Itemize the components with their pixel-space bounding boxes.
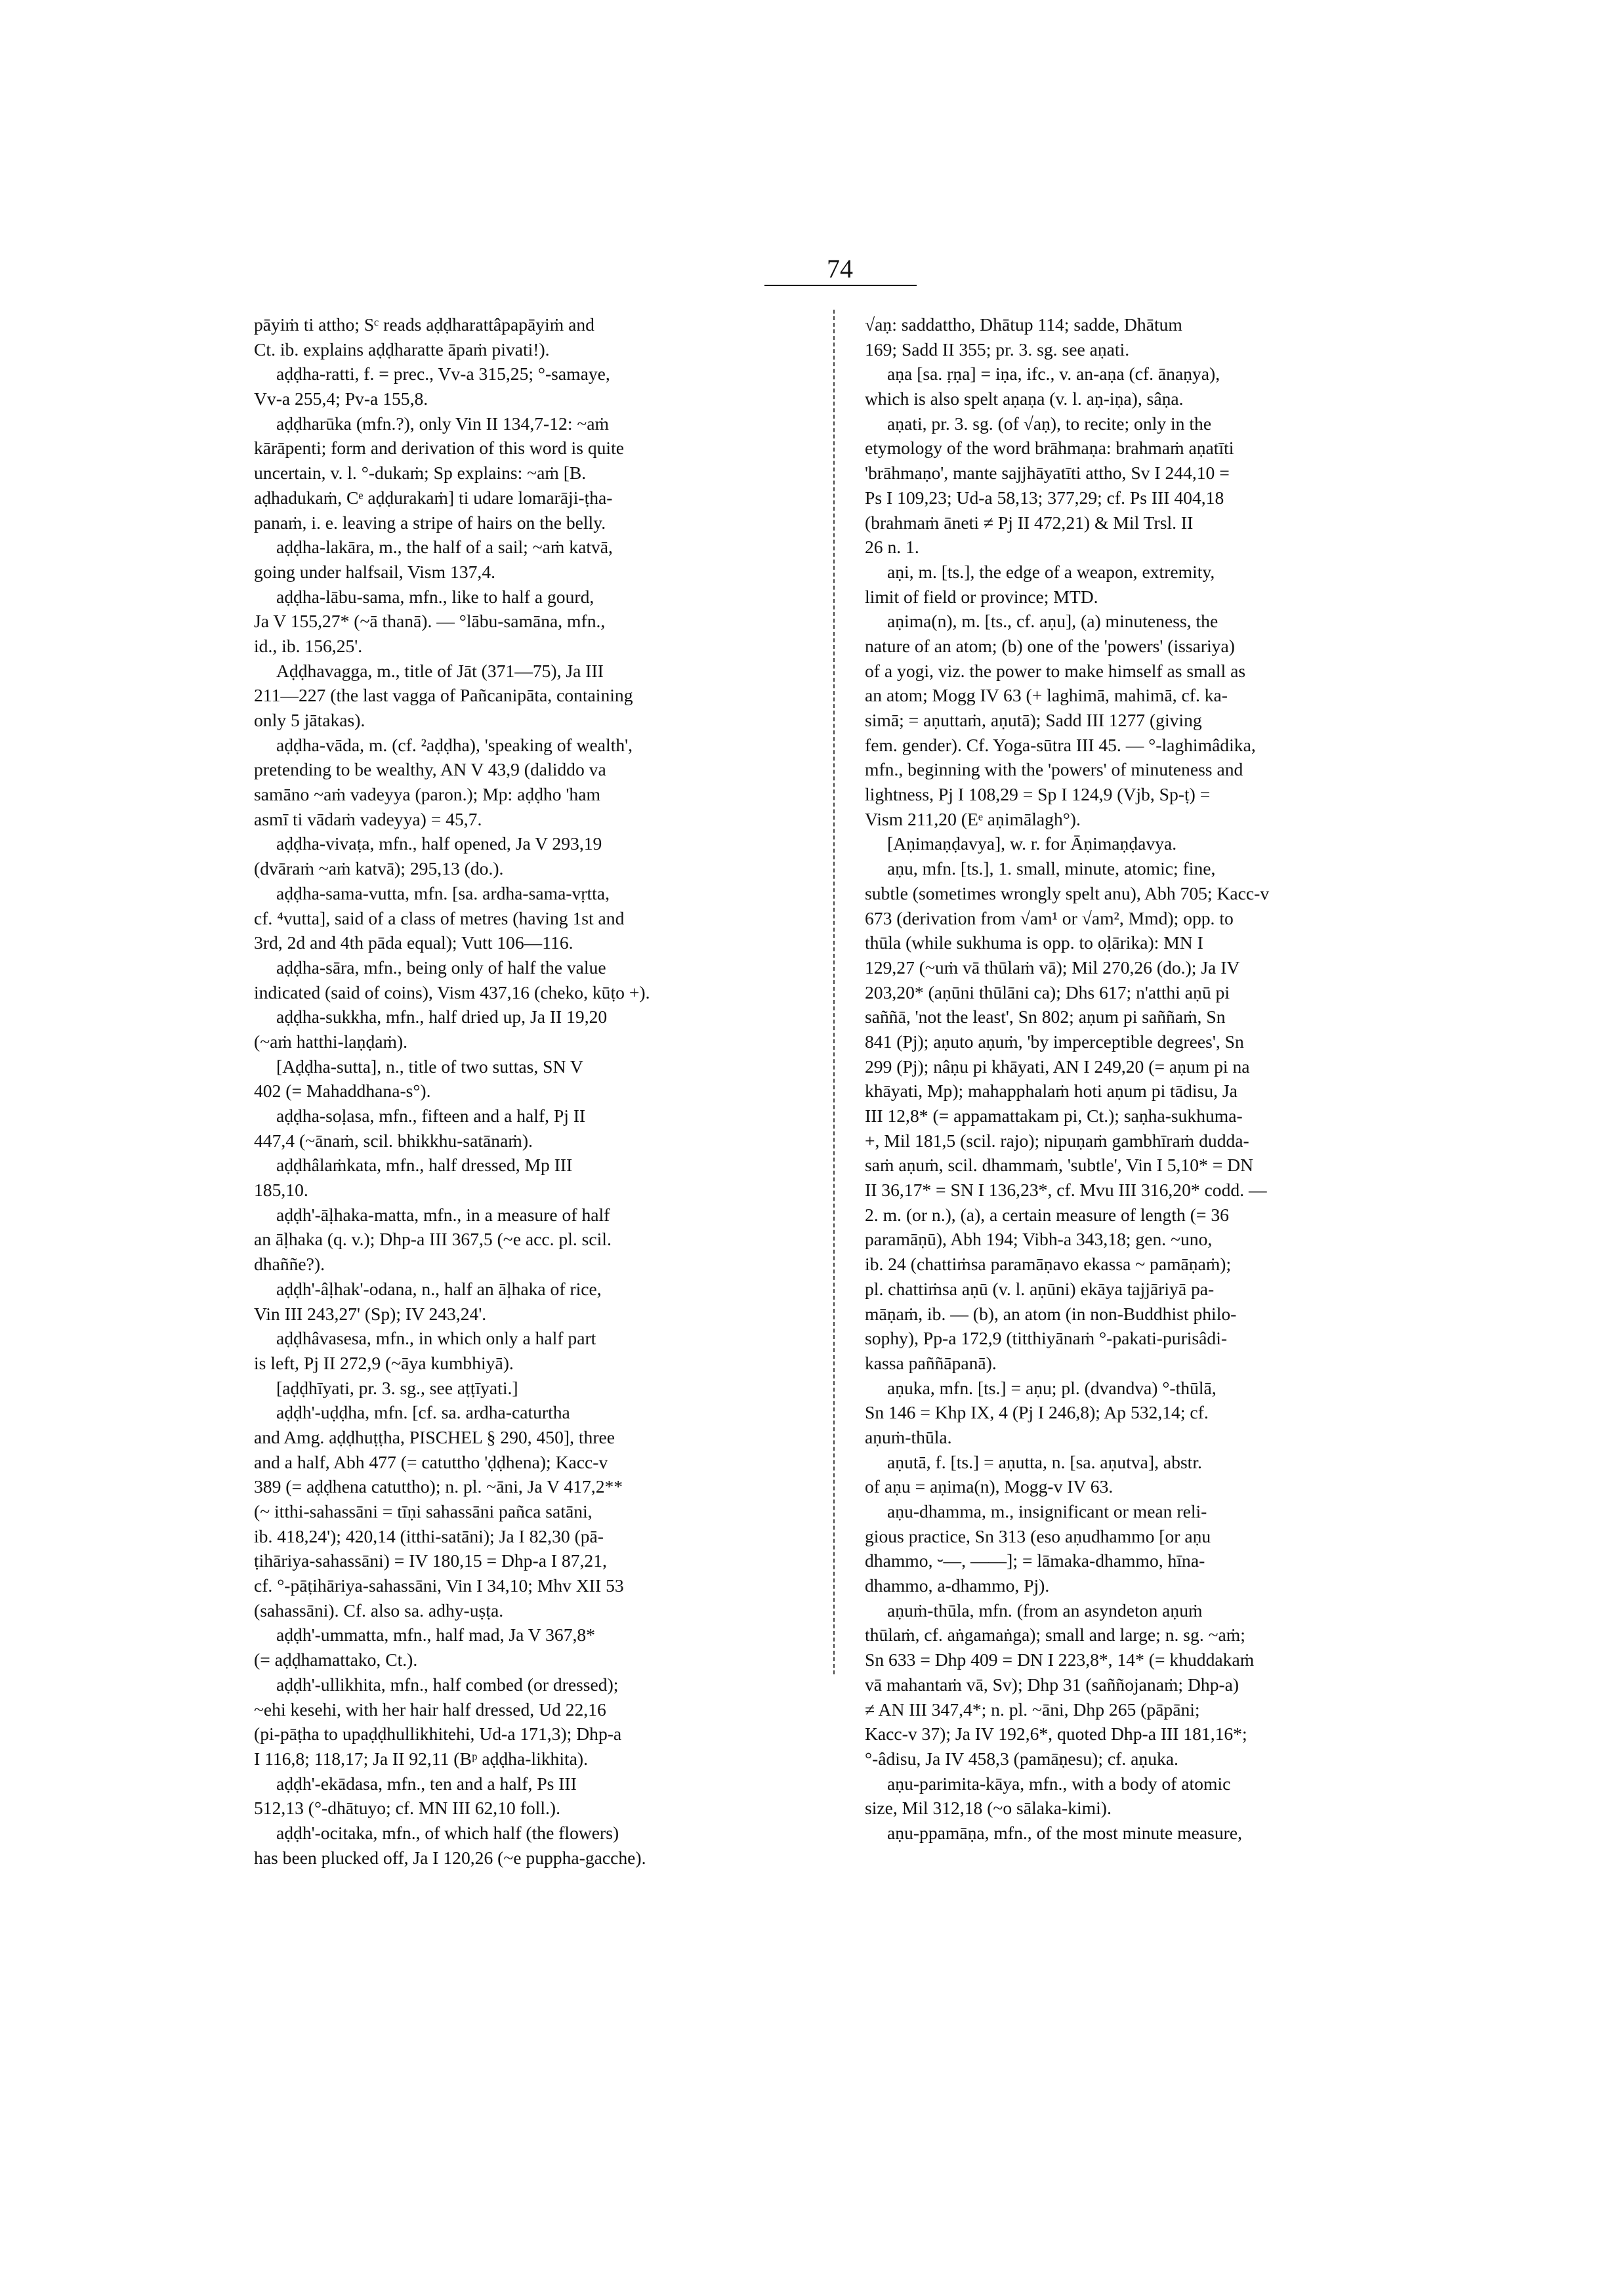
text-line: ≠ AN III 347,4*; n. pl. ~āni, Dhp 265 (pāpāni; <box>865 1699 1200 1720</box>
text-line: Vv-a 255,4; Pv-a 155,8. <box>254 388 428 409</box>
text-line: aḍḍha-sukkha, mfn., half dried up, Ja II 19,20 <box>276 1006 608 1027</box>
text-line: aḍḍha-sama-vutta, mfn. [sa. ardha-sama-vṛtta, <box>276 882 610 903</box>
text-line: I 116,8; 118,17; Ja II 92,11 (Bᵖ aḍḍha-likhita). <box>254 1748 589 1769</box>
text-line: aḍḍha-lakāra, m., the half of a sail; ~aṁ katvā, <box>276 537 613 558</box>
text-line: 'brāhmaṇo', mante sajjhāyatīti attho, Sv I 244,10 = <box>865 463 1230 484</box>
text-line: which is also spelt aṇaṇa (v. l. aṇ-iṇa), sâṇa. <box>865 388 1184 409</box>
text-line: aḍḍh'-āḷhaka-matta, mfn., in a measure of half <box>276 1204 610 1225</box>
text-line: aḍḍha-ratti, f. = prec., Vv-a 315,25; °-samaye, <box>276 363 610 384</box>
text-line: aṇutā, f. [ts.] = aṇutta, n. [sa. aṇutva], abstr. <box>887 1451 1202 1472</box>
text-line: and a half, Abh 477 (= catuttho 'ḍḍhena); Kacc-v <box>254 1451 608 1472</box>
text-line: aḍḍh'-uḍḍha, mfn. [cf. sa. ardha-caturtha <box>276 1402 570 1423</box>
text-line: dhammo, ⏑—, ——]; = lāmaka-dhammo, hīna- <box>865 1550 1205 1571</box>
text-line: Ct. ib. explains aḍḍharatte āpaṁ pivati!). <box>254 339 550 360</box>
text-line: aḍḍharūka (mfn.?), only Vin II 134,7-12: ~aṁ <box>276 413 610 434</box>
text-line: size, Mil 312,18 (~o sālaka-kimi). <box>865 1798 1112 1819</box>
text-line: uncertain, v. l. °-dukaṁ; Sp explains: ~aṁ [B. <box>254 463 587 484</box>
text-line: II 36,17* = SN I 136,23*, cf. Mvu III 316,20* codd. — <box>865 1180 1267 1201</box>
text-line: aḍḍha-sāra, mfn., being only of half the value <box>276 957 606 978</box>
text-line: aṇati, pr. 3. sg. (of √aṇ), to recite; only in the <box>887 413 1212 434</box>
text-line: paramāṇū), Abh 194; Vibh-a 343,18; gen. ~uno, <box>865 1229 1213 1250</box>
text-line: Aḍḍhavagga, m., title of Jāt (371—75), Ja III <box>276 660 604 681</box>
text-line: aḍḍhâlaṁkata, mfn., half dressed, Mp III <box>276 1155 573 1176</box>
text-line: dhaññe?). <box>254 1254 325 1275</box>
text-line: Sn 633 = Dhp 409 = DN I 223,8*, 14* (= khuddakaṁ <box>865 1649 1255 1670</box>
text-line: kassa paññāpanā). <box>865 1352 997 1373</box>
text-line: pl. chattiṁsa aṇū (v. l. aṇūni) ekāya tajjāriyā pa- <box>865 1278 1215 1299</box>
text-line: aḍḍh'-ullikhita, mfn., half combed (or dressed); <box>276 1674 619 1695</box>
text-line: ib. 418,24'); 420,14 (itthi-satāni); Ja I 82,30 (pā- <box>254 1525 604 1546</box>
text-line: māṇaṁ, ib. — (b), an atom (in non-Buddhist philo- <box>865 1303 1237 1324</box>
text-line: pāyiṁ ti attho; Sᶜ reads aḍḍharattâpapāyiṁ and <box>254 314 594 335</box>
text-line: 129,27 (~uṁ vā thūlaṁ vā); Mil 270,26 (do.); Ja IV <box>865 957 1240 978</box>
right-column <box>865 312 1424 1846</box>
text-line: 447,4 (~ānaṁ, scil. bhikkhu-satānaṁ). <box>254 1130 533 1151</box>
text-line: Kacc-v 37); Ja IV 192,6*, quoted Dhp-a III 181,16*; <box>865 1724 1247 1745</box>
text-line: cf. °-pāṭihāriya-sahassāni, Vin I 34,10; Mhv XII 53 <box>254 1575 624 1596</box>
text-line: aḍḍhâvasesa, mfn., in which only a half part <box>276 1328 596 1349</box>
text-line: cf. ⁴vutta], said of a class of metres (having 1st and <box>254 907 625 928</box>
text-line: 169; Sadd II 355; pr. 3. sg. see aṇati. <box>865 339 1130 360</box>
text-line: (dvāraṁ ~aṁ katvā); 295,13 (do.). <box>254 858 504 879</box>
text-line: aḍḍha-vivaṭa, mfn., half opened, Ja V 293,19 <box>276 833 602 854</box>
text-line: mfn., beginning with the 'powers' of minuteness and <box>865 759 1243 780</box>
text-line: ~ehi kesehi, with her hair half dressed, Ud 22,16 <box>254 1699 606 1720</box>
text-line: (~aṁ hatthi-laṇḍaṁ). <box>254 1031 408 1052</box>
text-line: thūla (while sukhuma is opp. to oḷārika): MN I <box>865 932 1203 953</box>
text-line: subtle (sometimes wrongly spelt anu), Abh 705; Kacc-v <box>865 882 1270 903</box>
text-line: [Aḍḍha-sutta], n., title of two suttas, SN V <box>276 1056 583 1077</box>
text-line: asmī ti vādaṁ vadeyya) = 45,7. <box>254 808 482 829</box>
text-line: ib. 24 (chattiṁsa paramāṇavo ekassa ~ pamāṇaṁ); <box>865 1254 1232 1275</box>
text-line: lightness, Pj I 108,29 = Sp I 124,9 (Vjb, Sp-ṭ) = <box>865 784 1211 805</box>
text-line: only 5 jātakas). <box>254 710 365 730</box>
text-line: 211—227 (the last vagga of Pañcanipāta, containing <box>254 685 633 706</box>
text-line: 185,10. <box>254 1180 308 1201</box>
text-line: Vin III 243,27' (Sp); IV 243,24'. <box>254 1303 487 1324</box>
header-rule <box>764 285 917 286</box>
text-line: aṇa [sa. ṛṇa] = iṇa, ifc., v. an-aṇa (cf. ānaṇya), <box>887 363 1220 384</box>
text-line: (= aḍḍhamattako, Ct.). <box>254 1649 418 1670</box>
text-line: aḍḍha-vāda, m. (cf. ²aḍḍha), 'speaking of wealth', <box>276 734 633 755</box>
text-line: Ps I 109,23; Ud-a 58,13; 377,29; cf. Ps III 404,18 <box>865 487 1224 508</box>
text-line: aṇima(n), m. [ts., cf. aṇu], (a) minuteness, the <box>887 611 1218 632</box>
text-line: Vism 211,20 (Eᵉ aṇimālagh°). <box>865 808 1081 829</box>
text-line: khāyati, Mp); mahapphalaṁ hoti aṇum pi tādisu, Ja <box>865 1081 1238 1102</box>
text-line: °-âdisu, Ja IV 458,3 (pamāṇesu); cf. aṇuka. <box>865 1748 1178 1769</box>
text-line: 2. m. (or n.), (a), a certain measure of length (= 36 <box>865 1204 1229 1225</box>
text-line: aḍhadukaṁ, Cᵉ aḍḍurakaṁ] ti udare lomarāji-ṭha- <box>254 487 613 508</box>
text-line: panaṁ, i. e. leaving a stripe of hairs on the belly. <box>254 512 606 533</box>
text-line: dhammo, a-dhammo, Pj). <box>865 1575 1050 1596</box>
left-column <box>254 312 813 1870</box>
text-line: 203,20* (aṇūni thūlāni ca); Dhs 617; n'atthi aṇū pi <box>865 982 1230 1003</box>
text-line: aḍḍh'-ocitaka, mfn., of which half (the flowers) <box>276 1822 619 1843</box>
text-line: √aṇ: saddattho, Dhātup 114; sadde, Dhātum <box>865 314 1182 335</box>
text-line: 389 (= aḍḍhena catuttho); n. pl. ~āni, Ja V 417,2** <box>254 1476 623 1497</box>
text-line: aṇu, mfn. [ts.], 1. small, minute, atomic; fine, <box>887 858 1216 879</box>
text-line: aṇu-dhamma, m., insignificant or mean reli- <box>887 1501 1207 1521</box>
text-line: vā mahantaṁ vā, Sv); Dhp 31 (saññojanaṁ; Dhp-a) <box>865 1674 1239 1695</box>
text-line: has been plucked off, Ja I 120,26 (~e puppha-gacche). <box>254 1847 646 1868</box>
text-line: [Aṇimaṇḍavya], w. r. for Āṇimaṇḍavya. <box>887 833 1177 854</box>
text-line: aṇuka, mfn. [ts.] = aṇu; pl. (dvandva) °-thūlā, <box>887 1377 1217 1398</box>
text-line: kārāpenti; form and derivation of this word is quite <box>254 438 625 459</box>
text-line: (pi-pāṭha to upaḍḍhullikhitehi, Ud-a 171,3); Dhp-a <box>254 1724 622 1745</box>
text-line: aḍḍh'-âḷhak'-odana, n., half an āḷhaka of rice, <box>276 1278 602 1299</box>
text-line: fem. gender). Cf. Yoga-sūtra III 45. — °-laghimâdika, <box>865 734 1256 755</box>
text-line: 841 (Pj); aṇuto aṇuṁ, 'by imperceptible degrees', Sn <box>865 1031 1244 1052</box>
text-line: (brahmaṁ āneti ≠ Pj II 472,21) & Mil Trsl. II <box>865 512 1194 533</box>
text-line: saṁ aṇuṁ, scil. dhammaṁ, 'subtle', Vin I 5,10* = DN <box>865 1155 1254 1176</box>
text-line: aḍḍh'-ekādasa, mfn., ten and a half, Ps III <box>276 1773 577 1794</box>
text-line: is left, Pj II 272,9 (~āya kumbhiyā). <box>254 1352 514 1373</box>
text-line: (sahassāni). Cf. also sa. adhy-uṣṭa. <box>254 1600 504 1621</box>
text-line: Sn 146 = Khp IX, 4 (Pj I 246,8); Ap 532,14; cf. <box>865 1402 1209 1423</box>
text-line: id., ib. 156,25'. <box>254 635 363 656</box>
text-line: saññā, 'not the least', Sn 802; aṇum pi saññaṁ, Sn <box>865 1006 1226 1027</box>
text-line: of aṇu = aṇima(n), Mogg-v IV 63. <box>865 1476 1114 1497</box>
text-line: and Amg. aḍḍhuṭṭha, PISCHEL § 290, 450], three <box>254 1426 615 1447</box>
text-line: 512,13 (°-dhātuyo; cf. MN III 62,10 foll.). <box>254 1798 561 1819</box>
text-line: 402 (= Mahaddhana-s°). <box>254 1081 431 1102</box>
text-line: aṇu-parimita-kāya, mfn., with a body of atomic <box>887 1773 1231 1794</box>
text-line: samāno ~aṁ vadeyya (paron.); Mp: aḍḍho 'ham <box>254 784 600 805</box>
text-line: an āḷhaka (q. v.); Dhp-a III 367,5 (~e acc. pl. scil. <box>254 1229 612 1250</box>
text-line: indicated (said of coins), Vism 437,16 (cheko, kūṭo +). <box>254 982 650 1003</box>
text-line: an atom; Mogg IV 63 (+ laghimā, mahimā, cf. ka- <box>865 685 1228 706</box>
text-line: going under halfsail, Vism 137,4. <box>254 561 496 582</box>
text-line: [aḍḍhīyati, pr. 3. sg., see aṭṭīyati.] <box>276 1377 518 1398</box>
text-line: aḍḍha-soḷasa, mfn., fifteen and a half, Pj II <box>276 1106 586 1126</box>
text-line: of a yogi, viz. the power to make himself as small as <box>865 660 1246 681</box>
text-line: gious practice, Sn 313 (eso aṇudhammo [or aṇu <box>865 1525 1211 1546</box>
text-line: aṇu-ppamāṇa, mfn., of the most minute measure, <box>887 1822 1242 1843</box>
text-line: limit of field or province; MTD. <box>865 586 1098 607</box>
text-line: 673 (derivation from √am¹ or √am², Mmd); opp. to <box>865 907 1234 928</box>
text-line: Ja V 155,27* (~ā thanā). — °lābu-samāna, mfn., <box>254 611 606 632</box>
text-line: simā; = aṇuttaṁ, aṇutā); Sadd III 1277 (giving <box>865 710 1202 730</box>
page-number: 74 <box>827 254 853 283</box>
text-line: aḍḍha-lābu-sama, mfn., like to half a gourd, <box>276 586 594 607</box>
text-line: nature of an atom; (b) one of the 'powers' (issariya) <box>865 635 1235 656</box>
column-divider <box>833 310 835 1674</box>
text-line: aṇuṁ-thūla, mfn. (from an asyndeton aṇuṁ <box>887 1600 1203 1621</box>
text-line: aḍḍh'-ummatta, mfn., half mad, Ja V 367,8* <box>276 1624 595 1645</box>
text-line: aṇuṁ-thūla. <box>865 1426 952 1447</box>
text-line: thūlaṁ, cf. aṅgamaṅga); small and large; n. sg. ~aṁ; <box>865 1624 1245 1645</box>
text-line: 26 n. 1. <box>865 537 919 558</box>
text-line: aṇi, m. [ts.], the edge of a weapon, extremity, <box>887 561 1215 582</box>
text-line: +, Mil 181,5 (scil. rajo); nipuṇaṁ gambhīraṁ dudda- <box>865 1130 1249 1151</box>
text-line: sophy), Pp-a 172,9 (titthiyānaṁ °-pakati-purisâdi- <box>865 1328 1228 1349</box>
text-line: III 12,8* (= appamattakam pi, Ct.); saṇha-sukhuma- <box>865 1106 1243 1126</box>
text-line: etymology of the word brāhmaṇa: brahmaṁ aṇatīti <box>865 438 1234 459</box>
text-line: 3rd, 2d and 4th pāda equal); Vutt 106—116. <box>254 932 573 953</box>
text-line: pretending to be wealthy, AN V 43,9 (daliddo va <box>254 759 606 780</box>
text-line: 299 (Pj); nâṇu pi khāyati, AN I 249,20 (= aṇum pi na <box>865 1056 1250 1077</box>
text-line: (~ itthi-sahassāni = tīṇi sahassāni pañca satāni, <box>254 1501 593 1521</box>
text-line: ṭihāriya-sahassāni) = IV 180,15 = Dhp-a I 87,21, <box>254 1550 607 1571</box>
